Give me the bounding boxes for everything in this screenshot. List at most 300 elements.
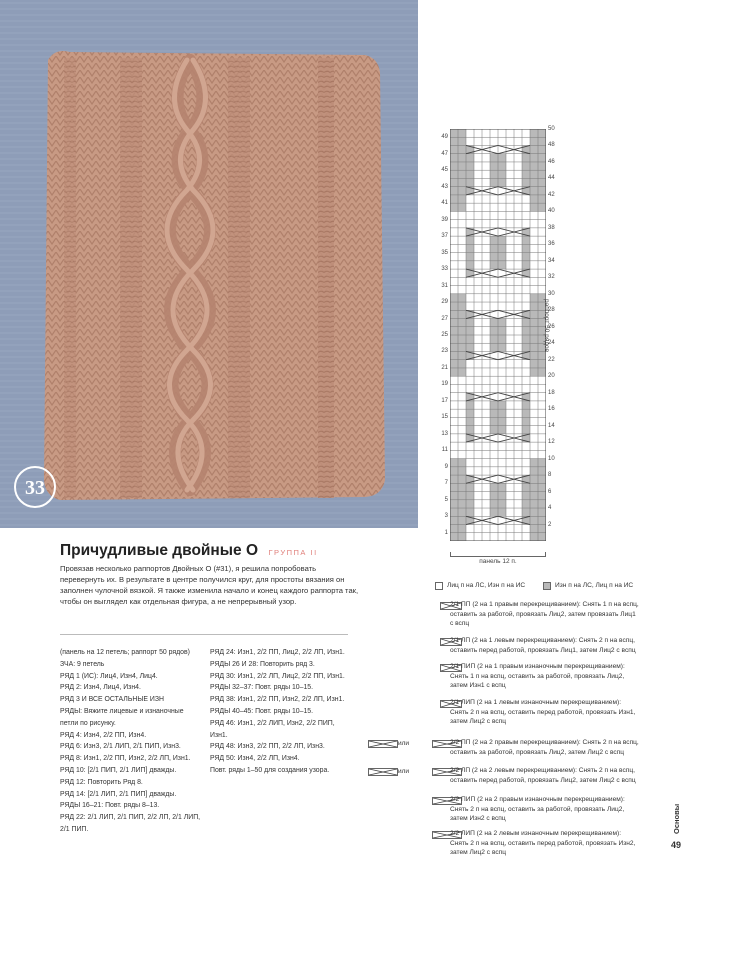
chart-cell-purl (498, 335, 506, 343)
chart-cell-purl (466, 162, 474, 170)
chart-cell-purl (530, 203, 538, 211)
chart-cell-purl (450, 492, 458, 500)
chart-cell-purl (530, 360, 538, 368)
swatch-image (0, 0, 418, 528)
instruction-line: Повт. ряды 1–50 для создания узора. (210, 766, 330, 774)
row-number: 40 (548, 208, 555, 215)
legend-item (450, 636, 640, 655)
chart-cell-purl (522, 236, 530, 244)
chart-cell-purl (538, 170, 546, 178)
chart-cell-purl (450, 302, 458, 310)
chart-cell-purl (490, 483, 498, 491)
chart-cell-purl (522, 170, 530, 178)
chart-cell-purl (466, 244, 474, 252)
chart-cell-purl (530, 335, 538, 343)
legend-text: (2 на 2 левым изнаночным перекрещиванием): Снять 2 п на вспц, оставить перед работой, провязать Изн2, затем Лиц2 с вспц (450, 830, 636, 856)
legend-text: (2 на 1 правым изнаночным перекрещиванием): Снять 1 п на вспц, оставить за работой, провязать Лиц2, затем Изн1 с вспц (450, 663, 625, 689)
row-number: 30 (548, 290, 555, 297)
chart-cell-purl (538, 162, 546, 170)
legend-abbr: 2/1 ПИП (450, 663, 476, 670)
legend-abbr: 2/1 ЛП (450, 637, 471, 644)
chart-cell-purl (458, 195, 466, 203)
row-number: 2 (548, 521, 552, 528)
instruction-line: РЯД 38: Изн1, 2/2 ПП, Изн2, 2/2 ЛП, Изн1. (210, 696, 345, 704)
chart-cell-purl (498, 154, 506, 162)
key-purl-label: Изн п на ЛС, Лиц п на ИС (555, 582, 634, 589)
chart-cell-purl (450, 327, 458, 335)
chart-cell-purl (458, 187, 466, 195)
instruction-line: РЯД 12: Повторить Ряд 8. (60, 778, 143, 786)
instruction-line: РЯД 10: [2/1 ПИП, 2/1 ЛИП] дважды. (60, 766, 177, 774)
page-title: Причудливые двойные О (60, 542, 259, 559)
legend-item (450, 829, 640, 858)
chart-cell-purl (450, 154, 458, 162)
chart-cell-purl (450, 459, 458, 467)
chart-cell-purl (498, 253, 506, 261)
chart-cell-purl (466, 483, 474, 491)
page-number: 49 (671, 840, 682, 850)
pattern-number-badge: 33 (14, 466, 56, 508)
chart-cell-purl (498, 426, 506, 434)
row-number: 42 (548, 191, 555, 198)
row-number: 15 (441, 414, 448, 421)
chart-cell-purl (530, 294, 538, 302)
chart-cell-purl (490, 178, 498, 186)
chart-cell-purl (466, 508, 474, 516)
chart-cell-purl (538, 525, 546, 533)
row-number: 3 (444, 513, 448, 520)
chart-cell-purl (450, 516, 458, 524)
instruction-line: РЯДЫ 40–45: Повт. ряды 10–15. (210, 707, 314, 715)
chart-cell-purl (490, 319, 498, 327)
chart-cell-purl (522, 426, 530, 434)
row-number: 50 (548, 126, 555, 132)
chart-cell-purl (538, 467, 546, 475)
chart-cell-purl (538, 533, 546, 541)
chart-cell-purl (530, 525, 538, 533)
row-number: 11 (441, 447, 448, 454)
chart-cell-purl (490, 492, 498, 500)
chart-cell-purl (530, 310, 538, 318)
chart-cell-purl (466, 417, 474, 425)
chart-cell-purl (466, 426, 474, 434)
chart-cell-purl (530, 178, 538, 186)
chart-cell-purl (498, 244, 506, 252)
chart-cell-purl (538, 492, 546, 500)
row-number: 47 (441, 150, 448, 157)
chart-cell-purl (458, 162, 466, 170)
group-label: ГРУППА II (268, 548, 318, 557)
chart-cell-purl (490, 261, 498, 269)
row-number: 41 (441, 200, 448, 207)
chart-cell-purl (458, 343, 466, 351)
section-label: Основы (672, 803, 681, 834)
chart-cell-purl (538, 368, 546, 376)
chart-cell-purl (530, 459, 538, 467)
row-number: 5 (444, 496, 448, 503)
chart-cell-purl (538, 195, 546, 203)
chart-cell-purl (522, 483, 530, 491)
row-number: 48 (548, 142, 555, 149)
chart-cell-purl (458, 310, 466, 318)
chart-cell-purl (530, 137, 538, 145)
legend-abbr: 2/2 ПП (450, 739, 471, 746)
row-number: 29 (441, 299, 448, 306)
legend-abbr: 2/2 ПИП (450, 796, 476, 803)
chart-cell-purl (530, 483, 538, 491)
legend-abbr: 2/1 ПП (450, 601, 471, 608)
row-number: 8 (548, 472, 552, 479)
chart-cell-purl (522, 253, 530, 261)
row-number: 12 (548, 439, 555, 446)
instruction-line: РЯД 8: Изн1, 2/2 ПП, Изн2, 2/2 ЛП, Изн1. (60, 755, 191, 763)
chart-cell-purl (450, 508, 458, 516)
row-number: 20 (548, 373, 555, 380)
chart-cell-purl (522, 162, 530, 170)
panel-bracket (450, 552, 546, 557)
chart-cell-purl (522, 508, 530, 516)
chart-cell-purl (498, 236, 506, 244)
chart-cell-purl (530, 195, 538, 203)
chart-cell-purl (490, 343, 498, 351)
chart-cell-purl (458, 500, 466, 508)
chart-cell-purl (538, 137, 546, 145)
chart-cell-purl (498, 162, 506, 170)
instruction-line: РЯДЫ: Вяжите лицевые и изнаночные петли по рисунку. (60, 707, 184, 727)
or-label: или (398, 740, 410, 747)
row-number: 25 (441, 332, 448, 338)
instruction-line: РЯД 46: Изн1, 2/2 ЛИП, Изн2, 2/2 ПИП, Изн1. (210, 719, 335, 739)
chart-cell-purl (522, 335, 530, 343)
row-number: 9 (444, 463, 448, 470)
row-number: 33 (441, 266, 448, 273)
instruction-line: РЯД 1 (ИС): Лиц4, Изн4, Лиц4. (60, 672, 158, 680)
chart-cell-purl (458, 294, 466, 302)
legend-item (450, 738, 640, 757)
chart-cell-purl (498, 319, 506, 327)
chart-cell-purl (530, 368, 538, 376)
chart-cell-purl (538, 178, 546, 186)
chart-cell-purl (490, 401, 498, 409)
chart-cell-purl (498, 483, 506, 491)
chart-cell-purl (530, 516, 538, 524)
row-number: 32 (548, 274, 555, 281)
chart-cell-purl (530, 187, 538, 195)
row-number: 38 (548, 224, 555, 231)
chart-cell-purl (522, 154, 530, 162)
purl-symbol-icon (543, 582, 551, 590)
chart-cell-purl (490, 154, 498, 162)
chart-cell-purl (522, 319, 530, 327)
legend-text: (2 на 1 правым перекрещиванием): Снять 1 п на вспц, оставить за работой, провязать Лиц2, затем провязать Лиц1 с вспц (450, 601, 639, 627)
instructions-column-2 (210, 647, 350, 777)
chart-cell-purl (538, 351, 546, 359)
chart-cell-purl (466, 401, 474, 409)
legend-abbr: 2/1 ЛИП (450, 699, 475, 706)
chart-cell-purl (538, 459, 546, 467)
chart-cell-purl (458, 203, 466, 211)
chart-cell-purl (450, 483, 458, 491)
chart-cell-purl (458, 360, 466, 368)
chart-cell-purl (450, 360, 458, 368)
chart-cell-purl (450, 310, 458, 318)
row-number: 18 (548, 389, 555, 396)
chart-cell-purl (490, 244, 498, 252)
instructions-column-1 (60, 647, 202, 836)
chart-cell-purl (450, 319, 458, 327)
chart-cell-purl (522, 261, 530, 269)
chart-cell-purl (530, 508, 538, 516)
chart-cell-purl (466, 253, 474, 261)
chart-cell-purl (530, 154, 538, 162)
chart-cell-purl (498, 492, 506, 500)
legend-abbr: 2/2 ЛИП (450, 830, 475, 837)
row-number: 49 (441, 134, 448, 141)
chart-cell-purl (498, 401, 506, 409)
chart-cell-purl (538, 187, 546, 195)
chart-cell-purl (538, 508, 546, 516)
chart-cell-purl (490, 508, 498, 516)
chart-cell-purl (458, 508, 466, 516)
repeat-label: раппорт 50 рядов (543, 299, 550, 353)
chart-cell-purl (498, 409, 506, 417)
chart-cell-purl (498, 343, 506, 351)
chart-cell-purl (530, 500, 538, 508)
chart-cell-purl (490, 500, 498, 508)
chart-cell-purl (466, 343, 474, 351)
chart-cell-purl (498, 327, 506, 335)
title-row (60, 542, 318, 560)
chart-cell-purl (522, 178, 530, 186)
row-number: 7 (444, 480, 448, 487)
chart-cell-purl (522, 327, 530, 335)
chart-cell-purl (530, 129, 538, 137)
row-number: 26 (548, 323, 555, 330)
or-label: или (398, 768, 410, 775)
legend-text: (2 на 1 левым изнаночным перекрещиванием): Снять 2 п на вспц, оставить перед работой, провязать Изн1, затем Лиц2 с вспц (450, 699, 636, 725)
chart-cell-purl (490, 335, 498, 343)
chart-cell-purl (490, 409, 498, 417)
legend-item (450, 795, 640, 824)
instruction-line: РЯДЫ 16–21: Повт. ряды 8–13. (60, 802, 160, 810)
chart-cell-purl (538, 203, 546, 211)
row-number: 43 (441, 183, 448, 190)
chart-cell-purl (450, 203, 458, 211)
chart-cell-purl (522, 343, 530, 351)
chart-cell-purl (522, 500, 530, 508)
cable-symbol-icon (368, 768, 398, 776)
chart-cell-purl (466, 492, 474, 500)
chart-cell-purl (450, 475, 458, 483)
row-number: 45 (441, 167, 448, 174)
chart-cell-purl (466, 409, 474, 417)
chart-cell-purl (490, 170, 498, 178)
instruction-line: РЯД 48: Изн3, 2/2 ПП, 2/2 ЛП, Изн3. (210, 743, 325, 751)
chart-cell-purl (458, 319, 466, 327)
instruction-line: РЯД 2: Изн4, Лиц4, Изн4. (60, 684, 141, 692)
row-number: 14 (548, 422, 555, 429)
knitting-chart (450, 129, 546, 541)
panel-label: панель 12 п. (479, 558, 517, 565)
chart-cell-purl (538, 145, 546, 153)
legend-item (450, 600, 640, 629)
chart-cell-purl (530, 145, 538, 153)
chart-cell-purl (498, 500, 506, 508)
chart-cell-purl (538, 129, 546, 137)
chart-cell-purl (530, 467, 538, 475)
chart-cell-purl (458, 516, 466, 524)
legend-text: (2 на 1 левым перекрещиванием): Снять 2 п на вспц, оставить перед работой, провязать Лиц1, затем Лиц2 с вспц (450, 637, 636, 654)
row-number: 1 (444, 529, 448, 536)
chart-cell-purl (450, 500, 458, 508)
chart-cell-purl (530, 302, 538, 310)
chart-cell-purl (458, 137, 466, 145)
chart-cell-purl (538, 154, 546, 162)
key-knit-label: Лиц п на ЛС, Изн п на ИС (447, 582, 526, 589)
legend-item (450, 766, 640, 785)
chart-cell-purl (466, 319, 474, 327)
chart-cell-purl (466, 170, 474, 178)
chart-cell-purl (450, 368, 458, 376)
chart-cell-purl (530, 319, 538, 327)
chart-cell-purl (522, 409, 530, 417)
chart-cell-purl (490, 327, 498, 335)
chart-cell-purl (538, 360, 546, 368)
chart-cell-purl (530, 343, 538, 351)
swatch-photo (0, 0, 418, 528)
instruction-line: РЯДЫ 26 И 28: Повторить ряд 3. (210, 660, 315, 668)
legend-item (450, 698, 640, 727)
row-number: 37 (441, 233, 448, 240)
chart-cell-purl (530, 492, 538, 500)
chart-cell-purl (450, 467, 458, 475)
instruction-line: ЗЧА: 9 петель (60, 660, 105, 668)
legend-abbr: 2/2 ЛП (450, 767, 471, 774)
cable-symbol-icon (368, 740, 398, 748)
chart-cell-purl (530, 170, 538, 178)
instruction-line: РЯД 14: [2/1 ЛИП, 2/1 ПИП] дважды. (60, 790, 177, 798)
row-number: 24 (548, 340, 555, 347)
chart-cell-purl (458, 129, 466, 137)
chart-cell-purl (530, 162, 538, 170)
legend-item (450, 662, 640, 691)
divider (60, 634, 348, 635)
chart-cell-purl (466, 154, 474, 162)
chart-cell-purl (538, 500, 546, 508)
chart-cell-purl (530, 327, 538, 335)
chart-cell-purl (466, 327, 474, 335)
chart-cell-purl (498, 170, 506, 178)
chart-cell-purl (458, 302, 466, 310)
row-number: 16 (548, 406, 555, 413)
chart-cell-purl (538, 483, 546, 491)
row-number: 6 (548, 488, 552, 495)
instruction-line: РЯДЫ 32–37: Повт. ряды 10–15. (210, 684, 314, 692)
chart-cell-purl (450, 162, 458, 170)
chart-cell-purl (498, 417, 506, 425)
chart-cell-purl (458, 154, 466, 162)
legend-text: (2 на 2 левым перекрещиванием): Снять 2 п на вспц, оставить перед работой, провязать Лиц2, затем Лиц2 с вспц (450, 767, 636, 784)
instruction-line: РЯД 4: Изн4, 2/2 ПП, Изн4. (60, 731, 147, 739)
chart-cell-purl (450, 351, 458, 359)
chart-cell-purl (458, 170, 466, 178)
chart-cell-purl (466, 335, 474, 343)
chart-cell-purl (490, 162, 498, 170)
row-number: 31 (441, 282, 448, 289)
row-number: 36 (548, 241, 555, 248)
chart-cell-purl (450, 187, 458, 195)
chart-cell-purl (530, 475, 538, 483)
chart-cell-purl (458, 327, 466, 335)
chart-cell-purl (490, 236, 498, 244)
row-number: 22 (548, 356, 555, 363)
row-number: 21 (441, 364, 448, 371)
chart-cell-purl (450, 525, 458, 533)
chart-cell-purl (490, 426, 498, 434)
chart-cell-purl (458, 467, 466, 475)
chart-cell-purl (458, 335, 466, 343)
chart-cell-purl (458, 178, 466, 186)
chart-cell-purl (458, 475, 466, 483)
chart-cell-purl (458, 483, 466, 491)
chart-cell-purl (450, 145, 458, 153)
chart-cell-purl (450, 178, 458, 186)
chart-cell-purl (458, 351, 466, 359)
chart-cell-purl (450, 335, 458, 343)
chart-cell-purl (458, 492, 466, 500)
chart-cell-purl (450, 343, 458, 351)
chart-cell-purl (458, 533, 466, 541)
row-number: 10 (548, 455, 555, 462)
row-number: 4 (548, 505, 552, 512)
chart-cell-purl (466, 236, 474, 244)
chart-cell-purl (450, 129, 458, 137)
chart-cell-purl (450, 170, 458, 178)
chart-cell-purl (466, 261, 474, 269)
row-number: 27 (441, 315, 448, 322)
chart-grid (450, 129, 546, 541)
row-number: 23 (441, 348, 448, 355)
chart-cell-purl (498, 261, 506, 269)
row-number: 17 (441, 397, 448, 404)
chart-cell-purl (458, 459, 466, 467)
chart-cell-purl (498, 508, 506, 516)
chart-cell-purl (450, 294, 458, 302)
instruction-line: РЯД 24: Изн1, 2/2 ПП, Лиц2, 2/2 ЛП, Изн1. (210, 649, 345, 656)
row-number: 46 (548, 158, 555, 165)
chart-cell-purl (466, 178, 474, 186)
row-number: 28 (548, 307, 555, 314)
chart-cell-purl (522, 244, 530, 252)
row-number: 34 (548, 257, 555, 264)
intro-text: Провязав несколько раппортов Двойных О (#31), я решила попробовать перевернуть их. В результате в центре получился круг, для простоты вязания он заполнен чулочной вязкой. Я также изменила начало и конец каждого раппорта так, чтобы он выглядел как отдельная фигура, а не непрерывный узор. (60, 564, 359, 606)
instruction-line: РЯД 30: Изн1, 2/2 ЛП, Лиц2, 2/2 ПП, Изн1. (210, 672, 345, 680)
chart-cell-purl (498, 178, 506, 186)
chart-cell-purl (466, 500, 474, 508)
chart-cell-purl (522, 492, 530, 500)
chart-cell-purl (538, 516, 546, 524)
chart-cell-purl (522, 401, 530, 409)
row-number: 35 (441, 249, 448, 256)
chart-cell-purl (458, 368, 466, 376)
instruction-line: РЯД 22: 2/1 ЛИП, 2/1 ПИП, 2/2 ЛП, 2/1 ЛИП, 2/1 ПИП. (60, 814, 201, 833)
row-number: 44 (548, 175, 555, 182)
instruction-line: РЯД 6: Изн3, 2/1 ЛИП, 2/1 ПИП, Изн3. (60, 743, 181, 751)
chart-cell-purl (450, 533, 458, 541)
chart-cell-purl (458, 145, 466, 153)
legend-text: (2 на 2 правым перекрещиванием): Снять 2 п на вспц, оставить за работой, провязать Лиц2, затем Лиц2 с вспц (450, 739, 639, 756)
chart-cell-purl (450, 137, 458, 145)
